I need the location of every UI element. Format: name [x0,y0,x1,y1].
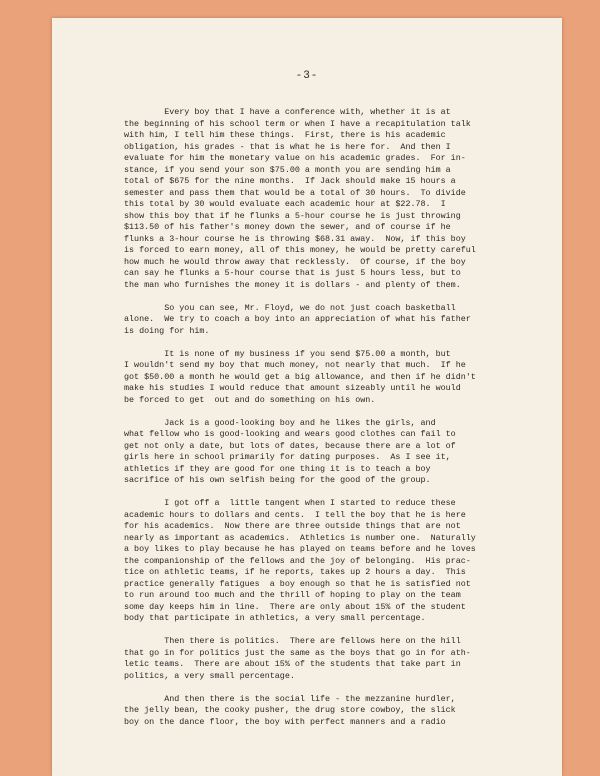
text-line: the beginning of his school term or when I have a recapitulation talk [124,118,471,129]
paragraph [124,694,542,729]
text-line: alone. We try to coach a boy into an appreciation of what his father [124,314,471,324]
text-line: show this boy that if he flunks a 5-hour course he is just throwing [124,210,461,221]
text-line: girls here in school primarily for dating purposes. As I see it, [124,452,451,462]
text-line: I wouldn't send my boy that much money, not nearly that much. If he [124,360,466,370]
paragraph [124,349,542,407]
text-line: semester and pass them that would be a total of 30 hours. To divide [124,187,466,198]
text-line: some day keeps him in line. There are only about 15% of the student [124,601,466,612]
text-line: sacrifice of his own selfish being for the good of the group. [124,475,431,485]
text-line: to run around too much and the thrill of hoping to play on the team [124,590,461,600]
text-line: that go in for politics just the same as the boys that go in for ath- [124,647,471,658]
typed-letter-page [52,18,562,776]
text-line: be forced to get out and do something on his own. [124,394,376,405]
text-line: can say he flunks a 5-hour course that is just 5 hours less, but to [124,268,461,278]
text-line: obligation, his grades - that is what he is here for. And then I [124,141,451,152]
text-line: flunks a 3-hour course he is throwing $68.31 away. Now, if this boy [124,233,466,244]
text-line: politics, a very small percentage. [124,670,295,681]
text-line: It is none of my business if you send $75.00 a month, but [124,348,451,359]
paragraph [124,107,542,291]
text-line: the man who furnishes the money it is dollars - and plenty of them. [124,279,461,290]
text-line: nearly as important as academics. Athletics is number one. Naturally [124,532,476,543]
text-line: body that participate in athletics, a very small percentage. [124,613,426,623]
paragraph [124,303,542,338]
text-line: total of $675 for the nine months. If Jack should make 15 hours a [124,176,456,186]
text-line: Jack is a good-looking boy and he likes the girls, and [124,417,436,428]
text-line: practice generally fatigues a boy enough so that he is satisfied not [124,578,471,589]
text-line: get not only a date, but lots of dates, because there are a lot of [124,440,456,451]
text-line: a boy likes to play because he has played on teams before and he loves [124,544,476,554]
text-line: how much he would throw away that recklessly. Of course, if the boy [124,256,466,267]
text-line: make his studies I would reduce that amount sizeably until he would [124,383,461,393]
text-line: Every boy that I have a conference with, whether it is at [124,107,451,117]
text-line: Then there is politics. There are fellows here on the hill [124,636,461,646]
paragraph [124,636,542,682]
text-line: letic teams. There are about 15% of the students that take part in [124,659,461,669]
text-line: evaluate for him the monetary value on his academic grades. For in- [124,153,466,163]
text-line: the jelly bean, the cooky pusher, the drug store cowboy, the slick [124,705,456,715]
text-line: is forced to earn money, all of this money, he would be pretty careful [124,245,476,255]
text-line: And then there is the social life - the mezzanine hurdler, [124,693,456,704]
text-line: academic hours to dollars and cents. I tell the boy that he is here [124,509,466,520]
text-line: boy on the dance floor, the boy with perfect manners and a radio [124,716,446,727]
text-line: the companionship of the fellows and the joy of belonging. His prac- [124,555,471,566]
text-line: stance, if you send your son $75.00 a month you are sending him a [124,164,451,175]
text-line: So you can see, Mr. Floyd, we do not just coach basketball [124,302,456,313]
paragraph [124,418,542,487]
text-line: this total by 30 would evaluate each academic hour at $22.78. I [124,199,446,209]
text-line: for his academics. Now there are three outside things that are not [124,521,461,531]
paragraph [124,498,542,625]
text-line: I got off a little tangent when I started to reduce these [124,498,456,508]
text-line: tice on athletic teams, if he reports, takes up 2 hours a day. This [124,567,466,577]
page-number: -3- [295,70,319,82]
text-line: $113.50 of his father's money down the sewer, and of course if he [124,222,451,232]
text-line: with him, I tell him these things. First, there is his academic [124,130,446,140]
letter-body [124,107,542,740]
text-line: is doing for him. [124,325,210,336]
text-line: what fellow who is good-looking and wears good clothes can fail to [124,429,456,439]
text-line: athletics if they are good for one thing it is to teach a boy [124,463,431,474]
text-line: got $50.00 a month he would get a big allowance, and then if he didn't [124,371,476,382]
